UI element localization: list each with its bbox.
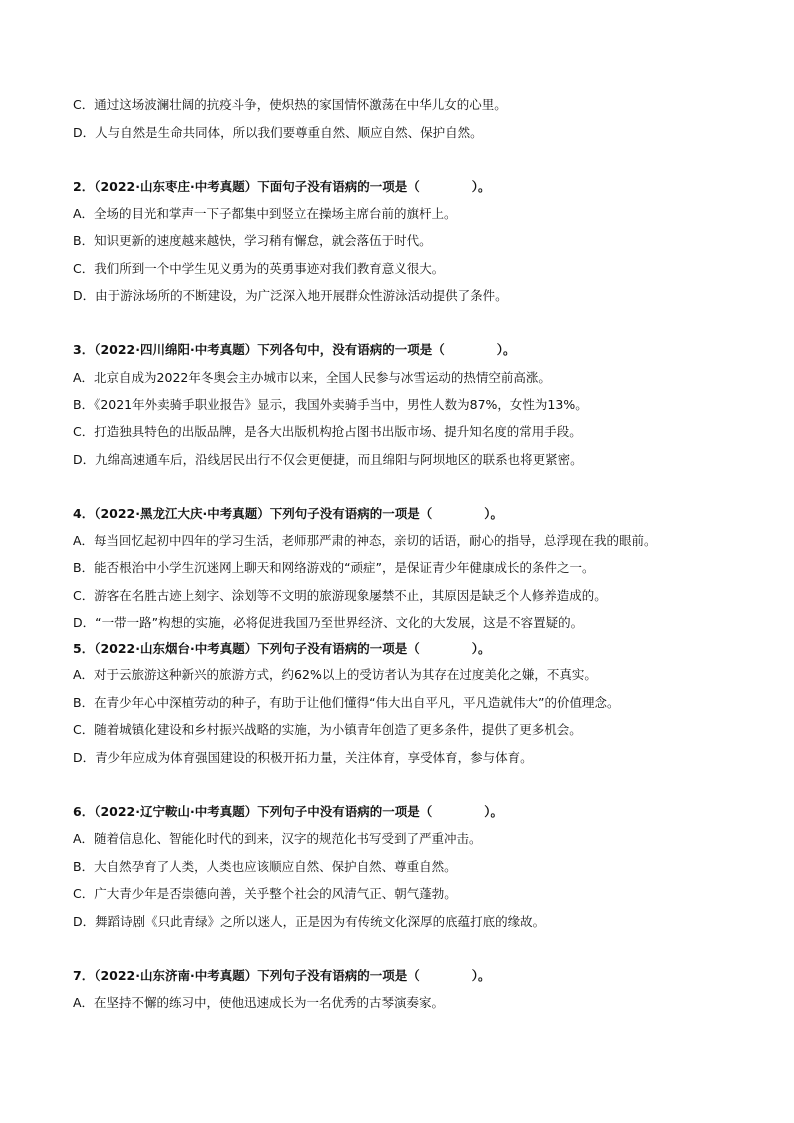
question-stem: 2．（2022·山东枣庄·中考真题）下面句子没有语病的一项是（ xyxy=(73,179,420,194)
option-line: A．每当回忆起初中四年的学习生活，老师那严肃的神态，亲切的话语，耐心的指导，总浮现在我的眼前。 xyxy=(73,533,657,548)
option-line: B．《2021年外卖骑手职业报告》显示，我国外卖骑手当中，男性人数为87%，女性为13%。 xyxy=(73,397,588,412)
option-line: C．随着城镇化建设和乡村振兴战略的实施，为小镇青年创造了更多条件，提供了更多机会。 xyxy=(73,722,582,737)
option-line: C．广大青少年是否崇德向善，关乎整个社会的风清气正、朝气蓬勃。 xyxy=(73,886,457,901)
question-end: ）。 xyxy=(471,179,491,194)
option-line: B．大自然孕育了人类，人类也应该顺应自然、保护自然、尊重自然。 xyxy=(73,859,457,874)
option-line: D．青少年应成为体育强国建设的积极开拓力量，关注体育，享受体育，参与体育。 xyxy=(73,750,533,765)
option-line: C．通过这场波澜壮阔的抗疫斗争，使炽热的家国情怀激荡在中华儿女的心里。 xyxy=(73,97,507,112)
option-line: B．知识更新的速度越来越快，学习稍有懈怠，就会落伍于时代。 xyxy=(73,233,432,248)
option-line: C．打造独具特色的出版品牌，是各大出版机构抢占图书出版市场、提升知名度的常用手段。 xyxy=(73,424,582,439)
option-line: A．北京自成为2022年冬奥会主办城市以来，全国人民参与冰雪运动的热情空前高涨。 xyxy=(73,370,551,385)
option-line: C．我们所到一个中学生见义勇为的英勇事迹对我们教育意义很大。 xyxy=(73,261,445,276)
question-end: ）。 xyxy=(471,968,491,983)
option-line: A．随着信息化、智能化时代的到来，汉字的规范化书写受到了严重冲击。 xyxy=(73,831,482,846)
option-line: D．舞蹈诗剧《只此青绿》之所以迷人，正是因为有传统文化深厚的底蕴打底的缘故。 xyxy=(73,914,546,929)
question-title xyxy=(73,640,733,658)
question-stem: 4．（2022·黑龙江大庆·中考真题）下列句子没有语病的一项是（ xyxy=(73,506,433,521)
option-line: D．人与自然是生命共同体，所以我们要尊重自然、顺应自然、保护自然。 xyxy=(73,125,483,140)
question-title xyxy=(73,505,733,523)
question-title xyxy=(73,178,733,196)
question-stem: 3．（2022·四川绵阳·中考真题）下列各句中，没有语病的一项是（ xyxy=(73,342,445,357)
option-line: D．由于游泳场所的不断建设，为广泛深入地开展群众性游泳活动提供了条件。 xyxy=(73,288,508,303)
option-line: B．能否根治中小学生沉迷网上聊天和网络游戏的“顽症”，是保证青少年健康成长的条件之一。 xyxy=(73,560,595,575)
option-line: D．“一带一路”构想的实施，必将促进我国乃至世界经济、文化的大发展，这是不容置疑的。 xyxy=(73,615,584,630)
question-end: ）。 xyxy=(484,804,504,819)
option-line: C．游客在名胜古迹上刻字、涂划等不文明的旅游现象屡禁不止，其原因是缺乏个人修养造成的。 xyxy=(73,588,607,603)
question-end: ）。 xyxy=(484,506,504,521)
option-line: A．对于云旅游这种新兴的旅游方式，约62%以上的受访者认为其存在过度美化之嫌，不真实。 xyxy=(73,667,597,682)
question-title xyxy=(73,967,733,985)
option-line: B．在青少年心中深植劳动的种子，有助于让他们懂得“伟大出自平凡，平凡造就伟大”的价值理念。 xyxy=(73,695,620,710)
question-title xyxy=(73,803,733,821)
question-end: ）。 xyxy=(496,342,516,357)
question-end: ）。 xyxy=(471,641,491,656)
option-line: A．在坚持不懈的练习中，使他迅速成长为一名优秀的古琴演奏家。 xyxy=(73,995,445,1010)
question-title xyxy=(73,341,733,359)
question-stem: 5．（2022·山东烟台·中考真题）下列句子没有语病的一项是（ xyxy=(73,641,420,656)
question-stem: 6．（2022·辽宁鞍山·中考真题）下列句子中没有语病的一项是（ xyxy=(73,804,433,819)
option-line: A．全场的目光和掌声一下子都集中到竖立在操场主席台前的旗杆上。 xyxy=(73,206,457,221)
option-line: D．九绵高速通车后，沿线居民出行不仅会更便捷，而且绵阳与阿坝地区的联系也将更紧密。 xyxy=(73,452,583,467)
question-stem: 7．（2022·山东济南·中考真题）下列句子没有语病的一项是（ xyxy=(73,968,420,983)
